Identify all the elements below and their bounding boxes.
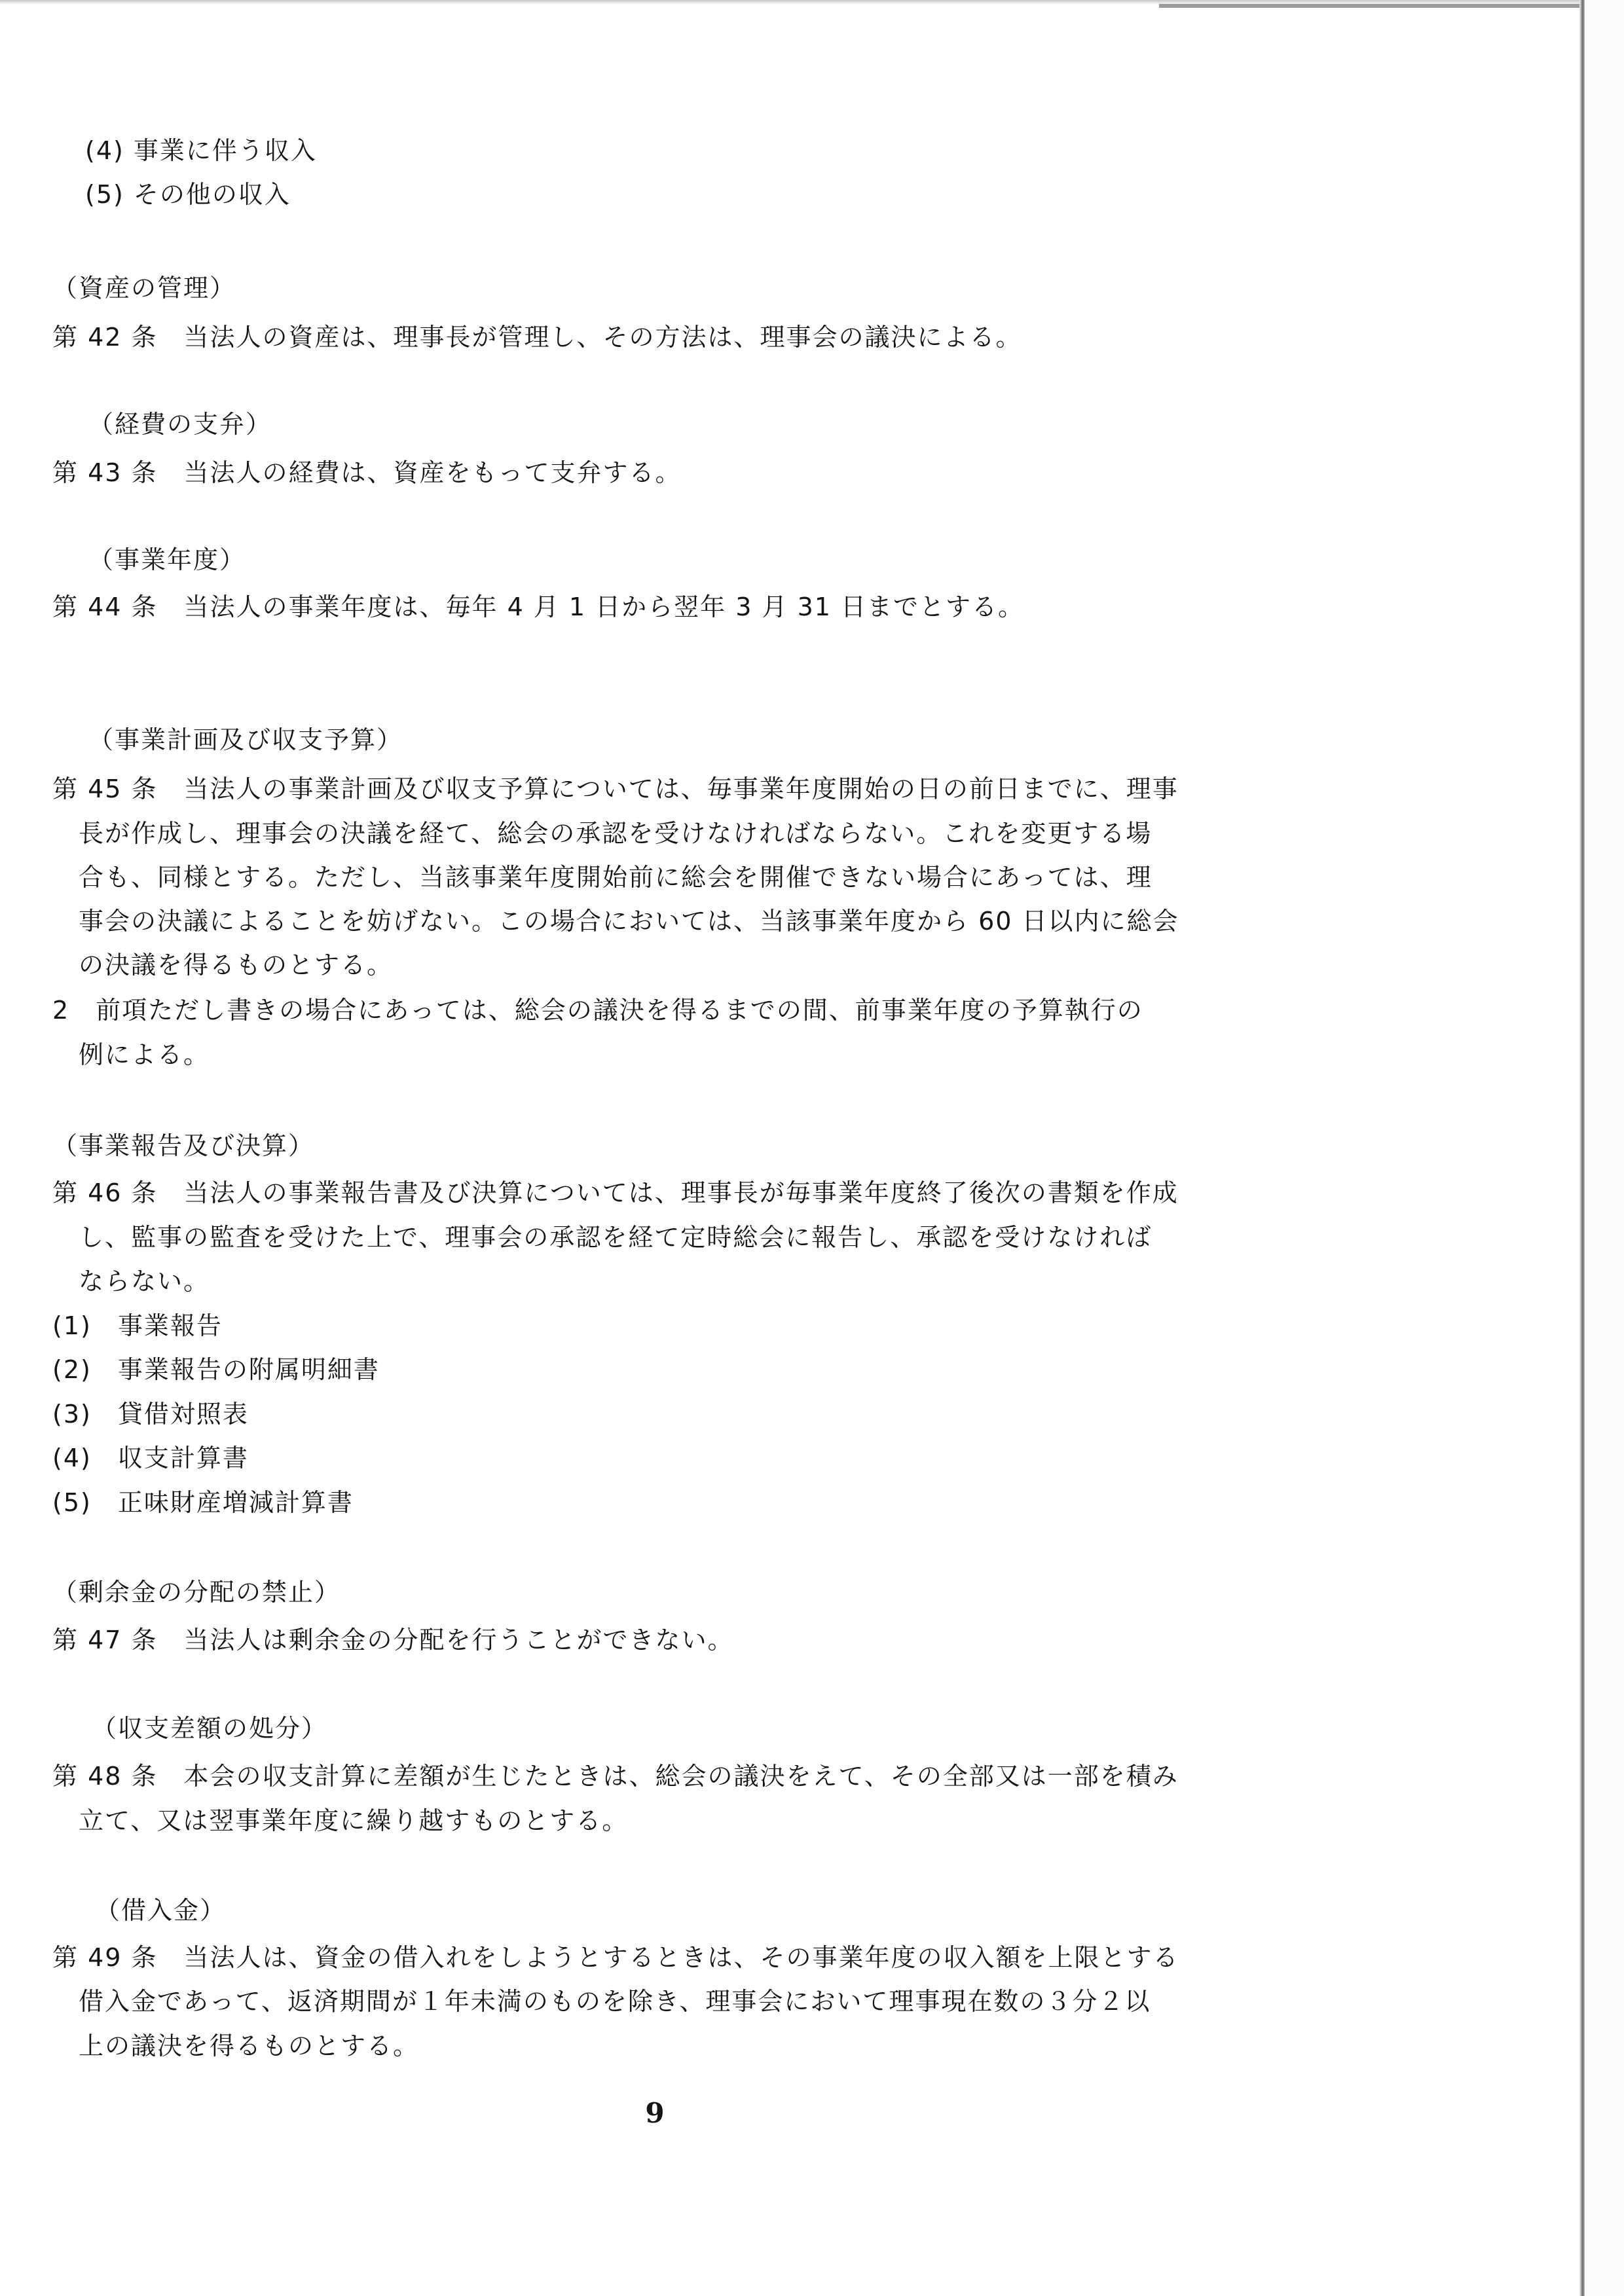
income-item-5: (5) その他の収入 [85, 180, 291, 209]
article-48-heading: （収支差額の処分） [92, 1714, 328, 1743]
article-42-heading: （資産の管理） [52, 274, 236, 302]
article-46-heading: （事業報告及び決算） [52, 1131, 315, 1160]
article-45-para-2-line-1: 2 前項ただし書きの場合にあっては、総会の議決を得るまでの間、前事業年度の予算執行の [52, 996, 1143, 1025]
article-43-heading: （経費の支弁） [88, 410, 272, 439]
article-44-text: 第 44 条 当法人の事業年度は、毎年 4 月 1 日から翌年 3 月 31 日までとする。 [52, 592, 1025, 621]
article-45-line-3: 合も、同様とする。ただし、当該事業年度開始前に総会を開催できない場合にあっては、理 [79, 863, 1153, 892]
article-46-item-5: (5) 正味財産増減計算書 [52, 1488, 354, 1517]
article-47-heading: （剰余金の分配の禁止） [52, 1578, 341, 1607]
scan-top-shadow [1159, 4, 1617, 8]
article-46-item-1: (1) 事業報告 [52, 1311, 223, 1340]
article-44-heading: （事業年度） [88, 545, 246, 574]
article-45-para-2-line-2: 例による。 [79, 1040, 210, 1069]
article-46-item-3: (3) 貸借対照表 [52, 1400, 249, 1429]
income-item-4: (4) 事業に伴う収入 [85, 136, 317, 165]
article-45-heading: （事業計画及び収支予算） [88, 725, 403, 754]
article-49-line-1: 第 49 条 当法人は、資金の借入れをしようとするときは、その事業年度の収入額を上限とする [52, 1943, 1179, 1972]
article-42-text: 第 42 条 当法人の資産は、理事長が管理し、その方法は、理事会の議決による。 [52, 323, 1022, 352]
article-46-item-4: (4) 収支計算書 [52, 1444, 249, 1472]
scan-right-margin [1585, 0, 1624, 2296]
article-48-line-2: 立て、又は翌事業年度に繰り越すものとする。 [79, 1806, 629, 1835]
article-45-line-1: 第 45 条 当法人の事業計画及び収支予算については、毎事業年度開始の日の前日までに、理事 [52, 774, 1179, 803]
article-47-text: 第 47 条 当法人は剰余金の分配を行うことができない。 [52, 1626, 734, 1654]
page-number: 9 [645, 2097, 665, 2129]
scan-right-edge [1579, 0, 1585, 2296]
article-49-line-2: 借入金であって、返済期間が１年未満のものを除き、理事会において理事現在数の３分２以 [79, 1987, 1151, 2016]
article-45-line-2: 長が作成し、理事会の決議を経て、総会の承認を受けなければならない。これを変更する場 [79, 819, 1153, 848]
article-49-heading: （借入金） [95, 1896, 227, 1925]
article-45-line-5: の決議を得るものとする。 [79, 951, 394, 979]
article-49-line-3: 上の議決を得るものとする。 [79, 2032, 420, 2060]
article-48-line-1: 第 48 条 本会の収支計算に差額が生じたときは、総会の議決をえて、その全部又は一部を積み [52, 1762, 1179, 1791]
article-46-line-1: 第 46 条 当法人の事業報告書及び決算については、理事長が毎事業年度終了後次の書類を作成 [52, 1178, 1179, 1207]
article-45-line-4: 事会の決議によることを妨げない。この場合においては、当該事業年度から 60 日以内に総会 [79, 907, 1179, 936]
article-46-line-2: し、監事の監査を受けた上で、理事会の承認を経て定時総会に報告し、承認を受けなければ [79, 1223, 1153, 1252]
article-43-text: 第 43 条 当法人の経費は、資産をもって支弁する。 [52, 458, 682, 487]
article-46-item-2: (2) 事業報告の附属明細書 [52, 1355, 380, 1384]
article-46-line-3: ならない。 [79, 1267, 210, 1296]
